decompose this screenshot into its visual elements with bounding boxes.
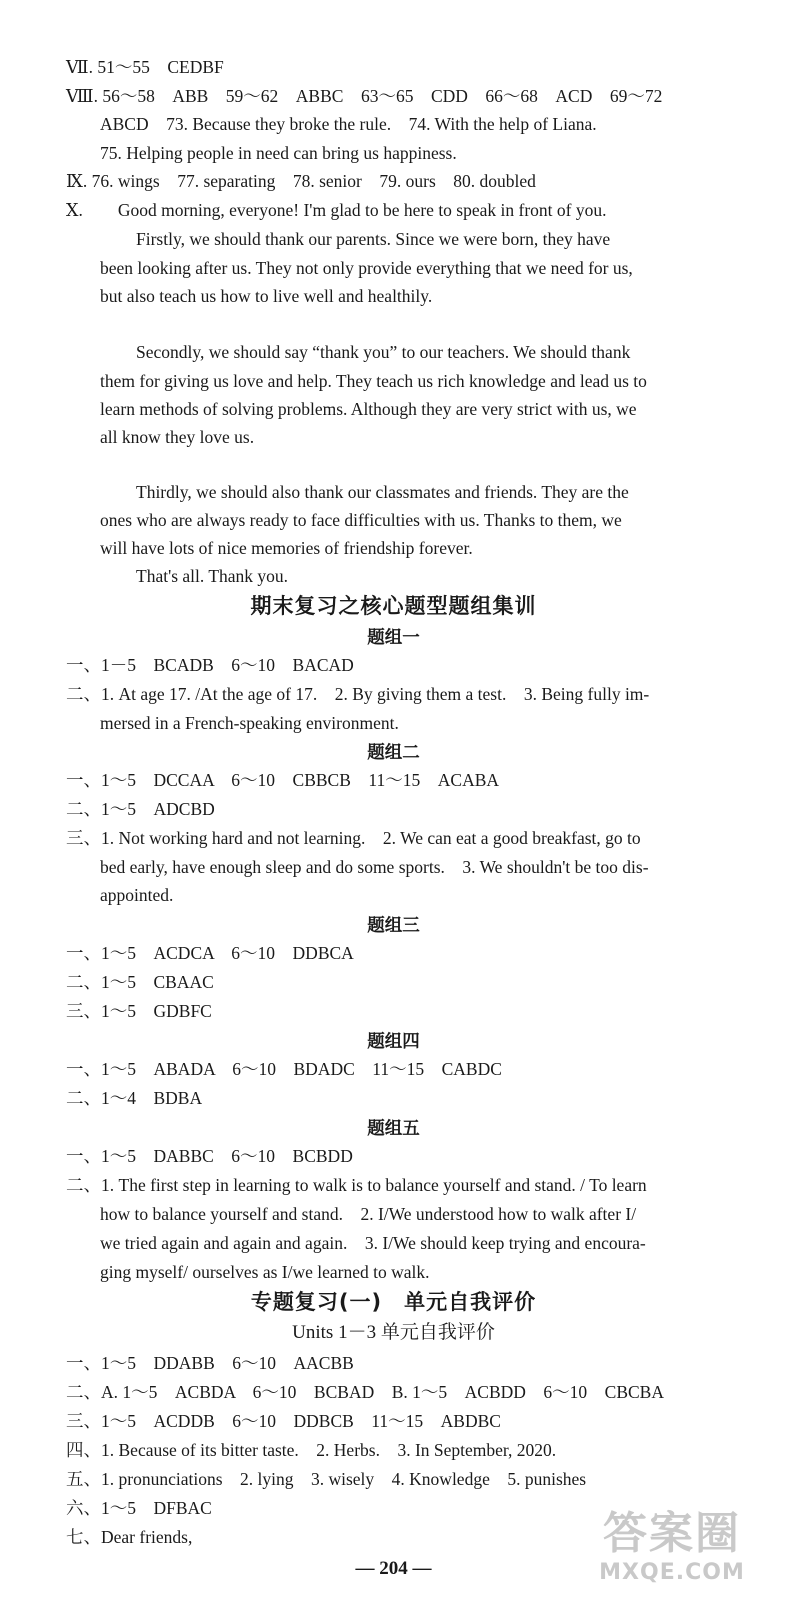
essay-line: Thirdly, we should also thank our classmates and friends. They are the — [136, 482, 629, 502]
section-heading-2: 专题复习(一) 单元自我评价 — [250, 1290, 537, 1314]
watermark-logo — [567, 1508, 777, 1594]
page-number: — 204 — — [355, 1558, 432, 1579]
essay-line: will have lots of nice memories of friendship forever. — [100, 538, 473, 558]
subsection-heading: Units 1－3 单元自我评价 — [292, 1322, 495, 1343]
essay-line: them for giving us love and help. They teach us rich knowledge and lead us to — [100, 371, 647, 391]
group-heading-1: 题组一 — [367, 627, 420, 647]
answer-line: 二、1～4 BDBA — [66, 1088, 203, 1108]
answer-line: appointed. — [100, 885, 174, 905]
essay-line: all know they love us. — [100, 427, 255, 447]
answer-line: 二、1～5 ADCBD — [66, 799, 215, 819]
answer-line: 三、1～5 GDBFC — [66, 1001, 212, 1021]
answer-line: how to balance yourself and stand. 2. I/We understood how to walk after I/ — [100, 1204, 637, 1224]
watermark-text: 答案圈 — [603, 1508, 741, 1559]
essay-closing: That's all. Thank you. — [136, 566, 289, 586]
essay-line: ones who are always ready to face difficulties with us. Thanks to them, we — [100, 510, 622, 530]
answer-line: 二、1. At age 17. /At the age of 17. 2. By giving them a test. 3. Being fully im- — [66, 684, 650, 704]
answer-line: 一、1～5 ABADA 6～10 BDADC 11～15 CABDC — [66, 1059, 502, 1079]
answer-line: bed early, have enough sleep and do some sports. 3. We shouldn't be too dis- — [100, 857, 649, 877]
answer-line-8: Ⅷ. 56～58 ABB 59～62 ABBC 63～65 CDD 66～68 ACD 69～72 — [66, 86, 663, 106]
answer-line: 二、1. The first step in learning to walk is to balance yourself and stand. / To learn — [66, 1175, 647, 1195]
answer-line: 四、1. Because of its bitter taste. 2. Herbs. 3. In September, 2020. — [66, 1440, 557, 1460]
answer-line: 六、1～5 DFBAC — [66, 1498, 212, 1518]
answer-line: 一、1～5 ACDCA 6～10 DDBCA — [66, 943, 354, 963]
answer-line: 三、1. Not working hard and not learning. 2. We can eat a good breakfast, go to — [66, 828, 641, 848]
section-heading: 期末复习之核心题型题组集训 — [250, 594, 537, 618]
answer-line: 一、1～5 DCCAA 6～10 CBBCB 11～15 ACABA — [66, 770, 500, 790]
answer-line: ABCD 73. Because they broke the rule. 74. With the help of Liana. — [100, 114, 597, 134]
answer-line: ging myself/ ourselves as I/we learned to walk. — [100, 1262, 430, 1282]
answer-line-9: Ⅸ. 76. wings 77. separating 78. senior 79. ours 80. doubled — [66, 171, 536, 191]
essay-line: Secondly, we should say “thank you” to our teachers. We should thank — [136, 342, 631, 362]
essay-line: but also teach us how to live well and healthily. — [100, 286, 433, 306]
answer-line: 二、A. 1～5 ACBDA 6～10 BCBAD B. 1～5 ACBDD 6～10 CBCBA — [66, 1382, 664, 1402]
essay-line: learn methods of solving problems. Although they are very strict with us, we — [100, 399, 637, 419]
essay-line: been looking after us. They not only provide everything that we need for us, — [100, 258, 633, 278]
answer-line: 五、1. pronunciations 2. lying 3. wisely 4. Knowledge 5. punishes — [66, 1469, 587, 1489]
group-heading-5: 题组五 — [367, 1118, 420, 1138]
answer-line: 一、1～5 DABBC 6～10 BCBDD — [66, 1146, 353, 1166]
answer-line: 一、1～5 DDABB 6～10 AACBB — [66, 1353, 354, 1373]
group-heading-3: 题组三 — [367, 915, 420, 935]
answer-line: 二、1～5 CBAAC — [66, 972, 214, 992]
essay-opening: Ⅹ. Good morning, everyone! I'm glad to be here to speak in front of you. — [66, 200, 607, 220]
watermark-url: MXQE.COM — [599, 1560, 745, 1585]
answer-line: 75. Helping people in need can bring us happiness. — [100, 143, 457, 163]
answer-line-7: Ⅶ. 51～55 CEDBF — [66, 57, 224, 77]
answer-line: we tried again and again and again. 3. I/We should keep trying and encoura- — [100, 1233, 646, 1253]
answer-line: mersed in a French-speaking environment. — [100, 713, 399, 733]
group-heading-4: 题组四 — [367, 1031, 420, 1051]
answer-line: 一、1－5 BCADB 6～10 BACAD — [66, 655, 354, 675]
answer-line: 三、1～5 ACDDB 6～10 DDBCB 11～15 ABDBC — [66, 1411, 501, 1431]
answer-line: 七、Dear friends, — [66, 1527, 193, 1547]
group-heading-2: 题组二 — [367, 742, 420, 762]
essay-line: Firstly, we should thank our parents. Since we were born, they have — [136, 229, 611, 249]
